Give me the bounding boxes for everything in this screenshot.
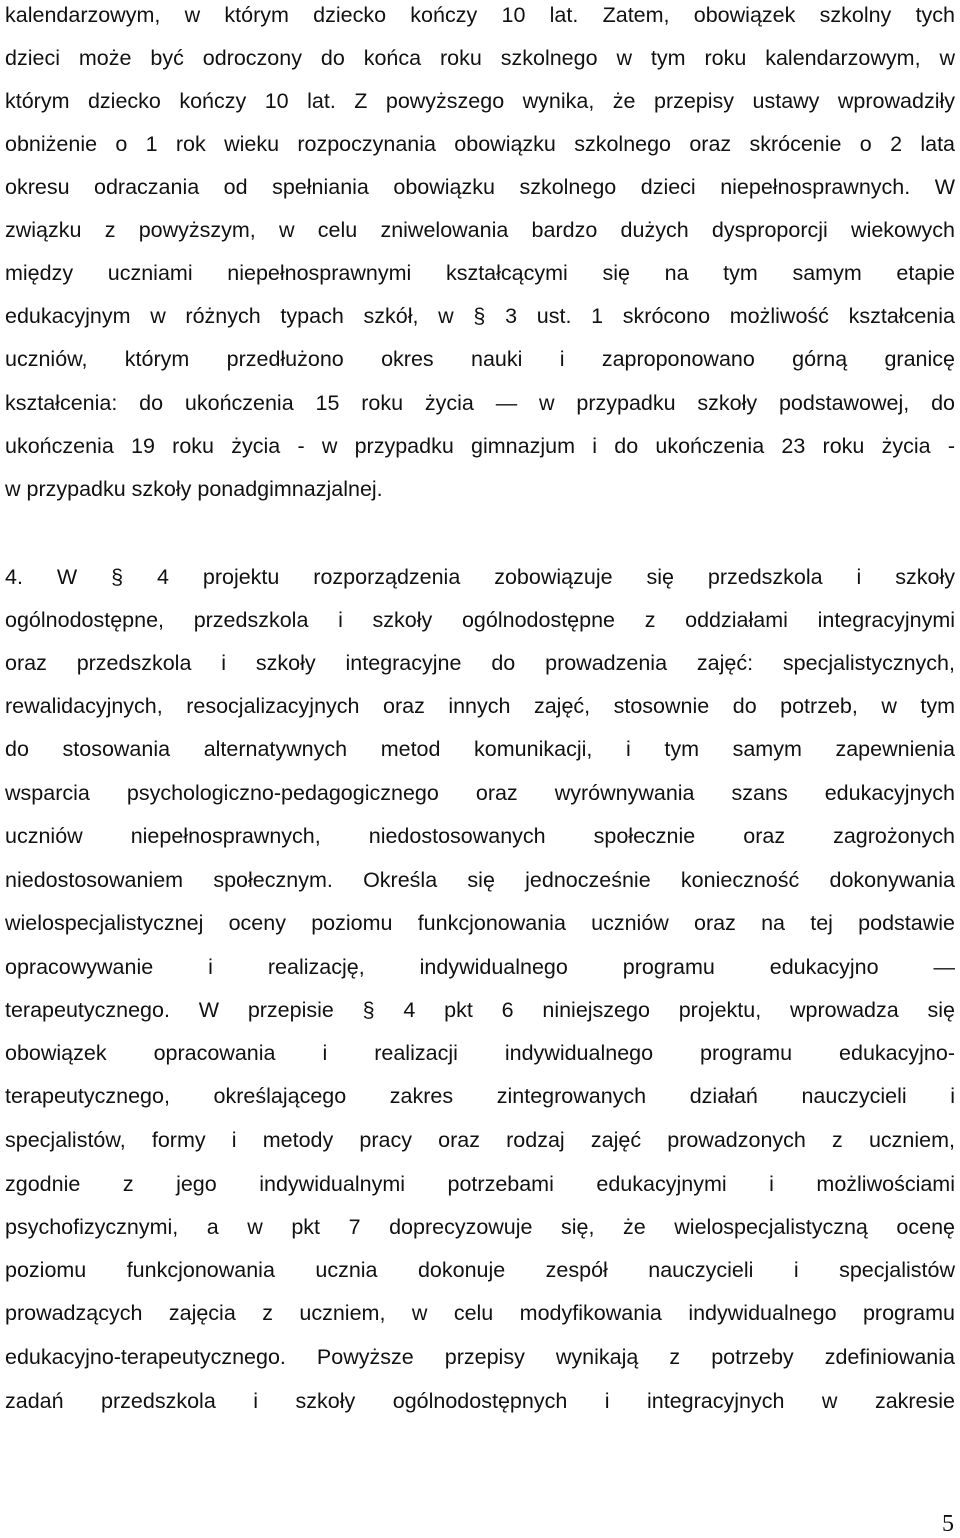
text-line: ukończenia 19 roku życia - w przypadku gimnazjum i do ukończenia 23 roku życia - (5, 434, 955, 458)
text-line: edukacyjno-terapeutycznego. Powyższe przepisy wynikają z potrzeby zdefiniowania (5, 1345, 955, 1369)
text-line: między uczniami niepełnosprawnymi kształcącymi się na tym samym etapie (5, 261, 955, 285)
text-line: zadań przedszkola i szkoły ogólnodostępnych i integracyjnych w zakresie (5, 1389, 955, 1413)
text-line: specjalistów, formy i metody pracy oraz rodzaj zajęć prowadzonych z uczniem, (5, 1128, 955, 1152)
text-line: terapeutycznego, określającego zakres zintegrowanych działań nauczycieli i (5, 1084, 955, 1108)
text-line: kształcenia: do ukończenia 15 roku życia — w przypadku szkoły podstawowej, do (5, 391, 955, 415)
text-line: opracowywanie i realizację, indywidualnego programu edukacyjno — (5, 955, 955, 979)
text-line: poziomu funkcjonowania ucznia dokonuje zespół nauczycieli i specjalistów (5, 1258, 955, 1282)
text-line: rewalidacyjnych, resocjalizacyjnych oraz innych zajęć, stosownie do potrzeb, w tym (5, 694, 955, 718)
text-line: obowiązek opracowania i realizacji indywidualnego programu edukacyjno- (5, 1041, 955, 1065)
text-line: związku z powyższym, w celu zniwelowania bardzo dużych dysproporcji wiekowych (5, 218, 955, 242)
text-line: obniżenie o 1 rok wieku rozpoczynania obowiązku szkolnego oraz skrócenie o 2 lata (5, 132, 955, 156)
text-line: wsparcia psychologiczno-pedagogicznego oraz wyrównywania szans edukacyjnych (5, 781, 955, 805)
text-line: do stosowania alternatywnych metod komunikacji, i tym samym zapewnienia (5, 737, 955, 761)
text-line: kalendarzowym, w którym dziecko kończy 10 lat. Zatem, obowiązek szkolny tych (5, 3, 955, 27)
text-line: wielospecjalistycznej oceny poziomu funkcjonowania uczniów oraz na tej podstawie (5, 911, 955, 935)
text-line: okresu odraczania od spełniania obowiązku szkolnego dzieci niepełnosprawnych. W (5, 175, 955, 199)
text-line: zgodnie z jego indywidualnymi potrzebami edukacyjnymi i możliwościami (5, 1172, 955, 1196)
text-line: psychofizycznymi, a w pkt 7 doprecyzowuje się, że wielospecjalistyczną ocenę (5, 1215, 955, 1239)
text-line: uczniów, którym przedłużono okres nauki i zaproponowano górną granicę (5, 347, 955, 371)
text-line: terapeutycznego. W przepisie § 4 pkt 6 niniejszego projektu, wprowadza się (5, 998, 955, 1022)
text-line: 4. W § 4 projektu rozporządzenia zobowiązuje się przedszkola i szkoły (5, 565, 955, 589)
text-line: uczniów niepełnosprawnych, niedostosowanych społecznie oraz zagrożonych (5, 824, 955, 848)
text-line: którym dziecko kończy 10 lat. Z powyższego wynika, że przepisy ustawy wprowadziły (5, 89, 955, 113)
text-line: prowadzących zajęcia z uczniem, w celu modyfikowania indywidualnego programu (5, 1301, 955, 1325)
text-line: oraz przedszkola i szkoły integracyjne do prowadzenia zajęć: specjalistycznych, (5, 651, 955, 675)
text-line: w przypadku szkoły ponadgimnazjalnej. (5, 477, 383, 501)
text-line: dzieci może być odroczony do końca roku szkolnego w tym roku kalendarzowym, w (5, 46, 955, 70)
text-line: edukacyjnym w różnych typach szkół, w § 3 ust. 1 skrócono możliwość kształcenia (5, 304, 955, 328)
page-number: 5 (942, 1511, 954, 1537)
text-line: ogólnodostępne, przedszkola i szkoły ogólnodostępne z oddziałami integracyjnymi (5, 608, 955, 632)
text-line: niedostosowaniem społecznym. Określa się jednocześnie konieczność dokonywania (5, 868, 955, 892)
